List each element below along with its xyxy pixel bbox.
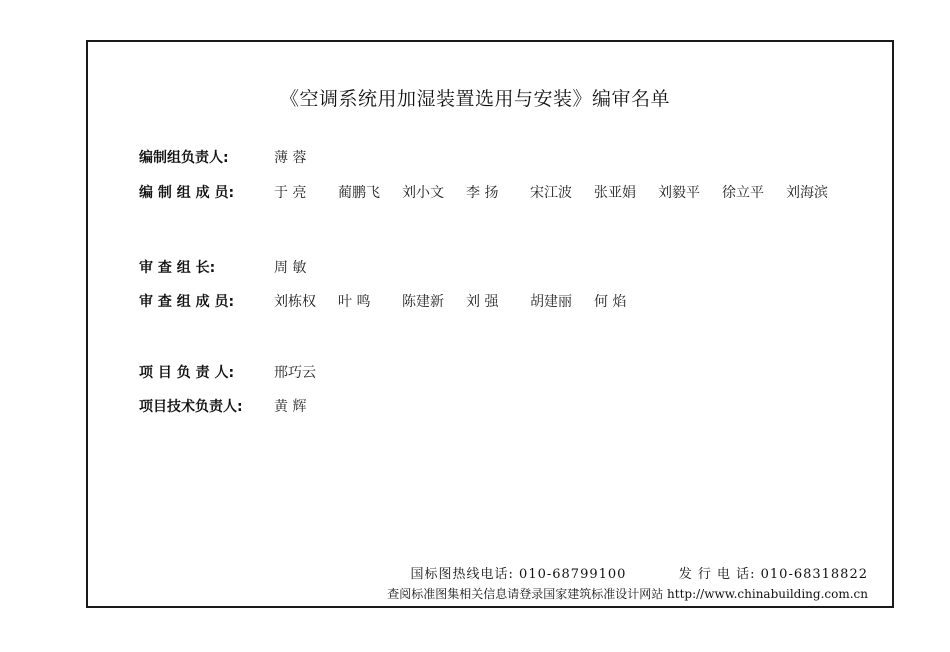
footer-phones: [411, 563, 868, 582]
hotline-number: 010-68799100: [519, 567, 627, 582]
person-name: 徐立平: [722, 185, 764, 201]
label-compile-lead: 编制组负责人:: [139, 150, 229, 166]
names-review-lead: [274, 257, 338, 277]
row-compile-members: [139, 182, 850, 202]
label-project-lead: 项 目 负 责 人:: [139, 365, 235, 381]
row-project-tech-lead: [139, 396, 338, 416]
person-name: 邢巧云: [274, 365, 316, 381]
person-name: 于 亮: [274, 185, 307, 201]
names-review-members: [274, 291, 658, 311]
row-review-members: [139, 291, 658, 311]
footer-info: 查阅标准图集相关信息请登录国家建筑标准设计网站 http://www.chinabuilding.com.cn: [387, 587, 868, 601]
label-review-members: 审 查 组 成 员:: [139, 294, 235, 310]
label-project-tech-lead: 项目技术负责人:: [139, 399, 243, 415]
names-project-tech-lead: [274, 396, 338, 416]
names-compile-lead: [274, 147, 338, 167]
person-name: 陈建新: [402, 294, 444, 310]
person-name: 刘毅平: [658, 185, 700, 201]
hotline-label: 国标图热线电话:: [410, 567, 514, 582]
person-name: 蔺鹏飞: [338, 185, 380, 201]
person-name: 刘栋权: [274, 294, 316, 310]
person-name: 何 焰: [594, 294, 627, 310]
person-name: 张亚娟: [594, 185, 636, 201]
page-border: [86, 40, 894, 608]
person-name: 宋江波: [530, 185, 572, 201]
person-name: 刘小文: [402, 185, 444, 201]
page-title: 《空调系统用加湿装置选用与安装》编审名单: [279, 88, 670, 110]
person-name: 胡建丽: [530, 294, 572, 310]
person-name: 刘海滨: [786, 185, 828, 201]
row-project-lead: [139, 362, 338, 382]
names-project-lead: [274, 362, 338, 382]
row-compile-lead: [139, 147, 338, 167]
names-compile-members: [274, 182, 850, 202]
issue-label: 发 行 电 话:: [678, 567, 756, 582]
person-name: 李 扬: [466, 185, 499, 201]
person-name: 薄 蓉: [274, 150, 307, 166]
row-review-lead: [139, 257, 338, 277]
issue-number: 010-68318822: [760, 567, 868, 582]
person-name: 刘 强: [466, 294, 499, 310]
person-name: 叶 鸣: [338, 294, 371, 310]
person-name: 黄 辉: [274, 399, 307, 415]
label-compile-members: 编 制 组 成 员:: [139, 185, 235, 201]
label-review-lead: 审 查 组 长:: [139, 260, 216, 276]
person-name: 周 敏: [274, 260, 307, 276]
